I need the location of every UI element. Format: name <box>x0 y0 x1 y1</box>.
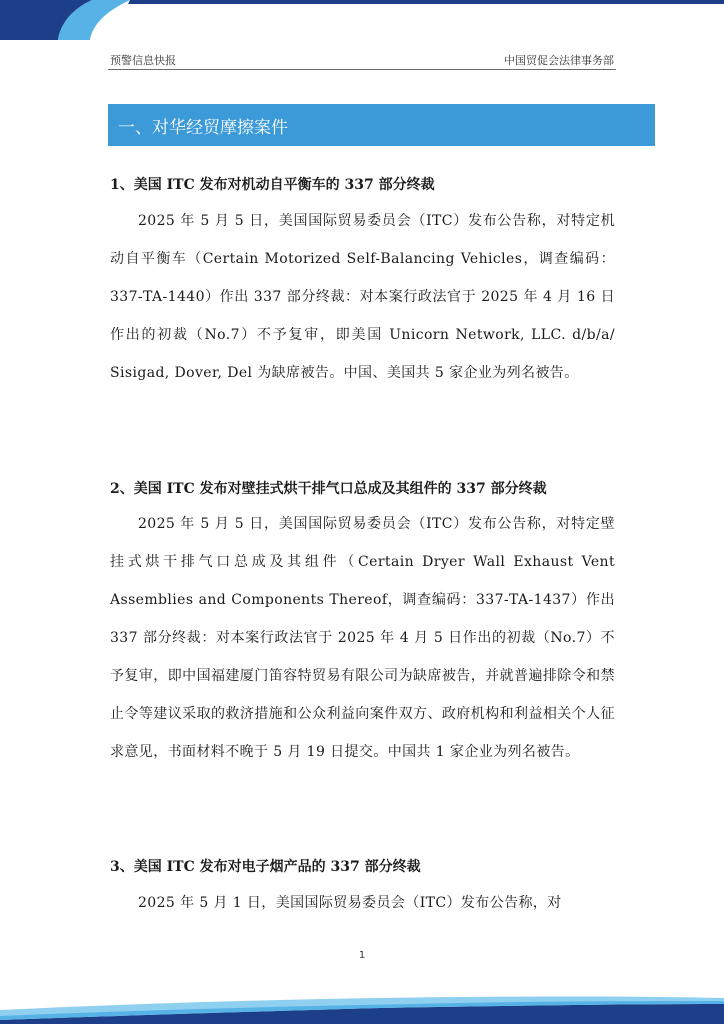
case-heading-3: 3、美国 ITC 发布对电子烟产品的 337 部分终裁 <box>110 859 421 875</box>
case-body-1: 2025 年 5 月 5 日，美国国际贸易委员会（ITC）发布公告称，对特定机动自平衡车（Certain Motorized Self-Balancing Vehicles，调查编码：337-TA-1440）作出 337 部分终裁：对本案行政法官于 2025 年 4 月 16 日作出的初裁（No.7）不予复审，即美国 Unicorn Network, LLC. d/b/a/ Sisigad, Dover, Del 为缺席被告。中国、美国共 5 家企业为列名被告。 <box>110 213 615 381</box>
case-heading-1: 1、美国 ITC 发布对机动自平衡车的 337 部分终裁 <box>110 177 435 193</box>
header-right-title: 中国贸促会法律事务部 <box>504 54 614 67</box>
section-title: 一、对华经贸摩擦案件 <box>118 117 288 138</box>
case-heading-2: 2、美国 ITC 发布对壁挂式烘干排气口总成及其组件的 337 部分终裁 <box>110 481 547 497</box>
case-body-3: 2025 年 5 月 1 日，美国国际贸易委员会（ITC）发布公告称，对 <box>138 895 562 911</box>
page-number: 1 <box>358 950 366 961</box>
header-left-title: 预警信息快报 <box>110 54 176 67</box>
top-decoration <box>0 0 724 40</box>
case-body-2: 2025 年 5 月 5 日，美国国际贸易委员会（ITC）发布公告称，对特定壁挂式烘干排气口总成及其组件（Certain Dryer Wall Exhaust Vent Assemblies and Components Thereof，调查编码：337-TA-1437）作出 337 部分终裁：对本案行政法官于 2025 年 4 月 5 日作出的初裁（No.7）不予复审，即中国福建厦门笛容特贸易有限公司为缺席被告，并就普遍排除令和禁止令等建议采取的救济措施和公众利益向案件双方、政府机构和利益相关个人征求意见，书面材料不晚于 5 月 19 日提交。中国共 1 家企业为列名被告。 <box>110 516 615 760</box>
section-title-bar <box>108 104 655 146</box>
bottom-decoration <box>0 990 724 1024</box>
header-divider <box>108 69 616 70</box>
